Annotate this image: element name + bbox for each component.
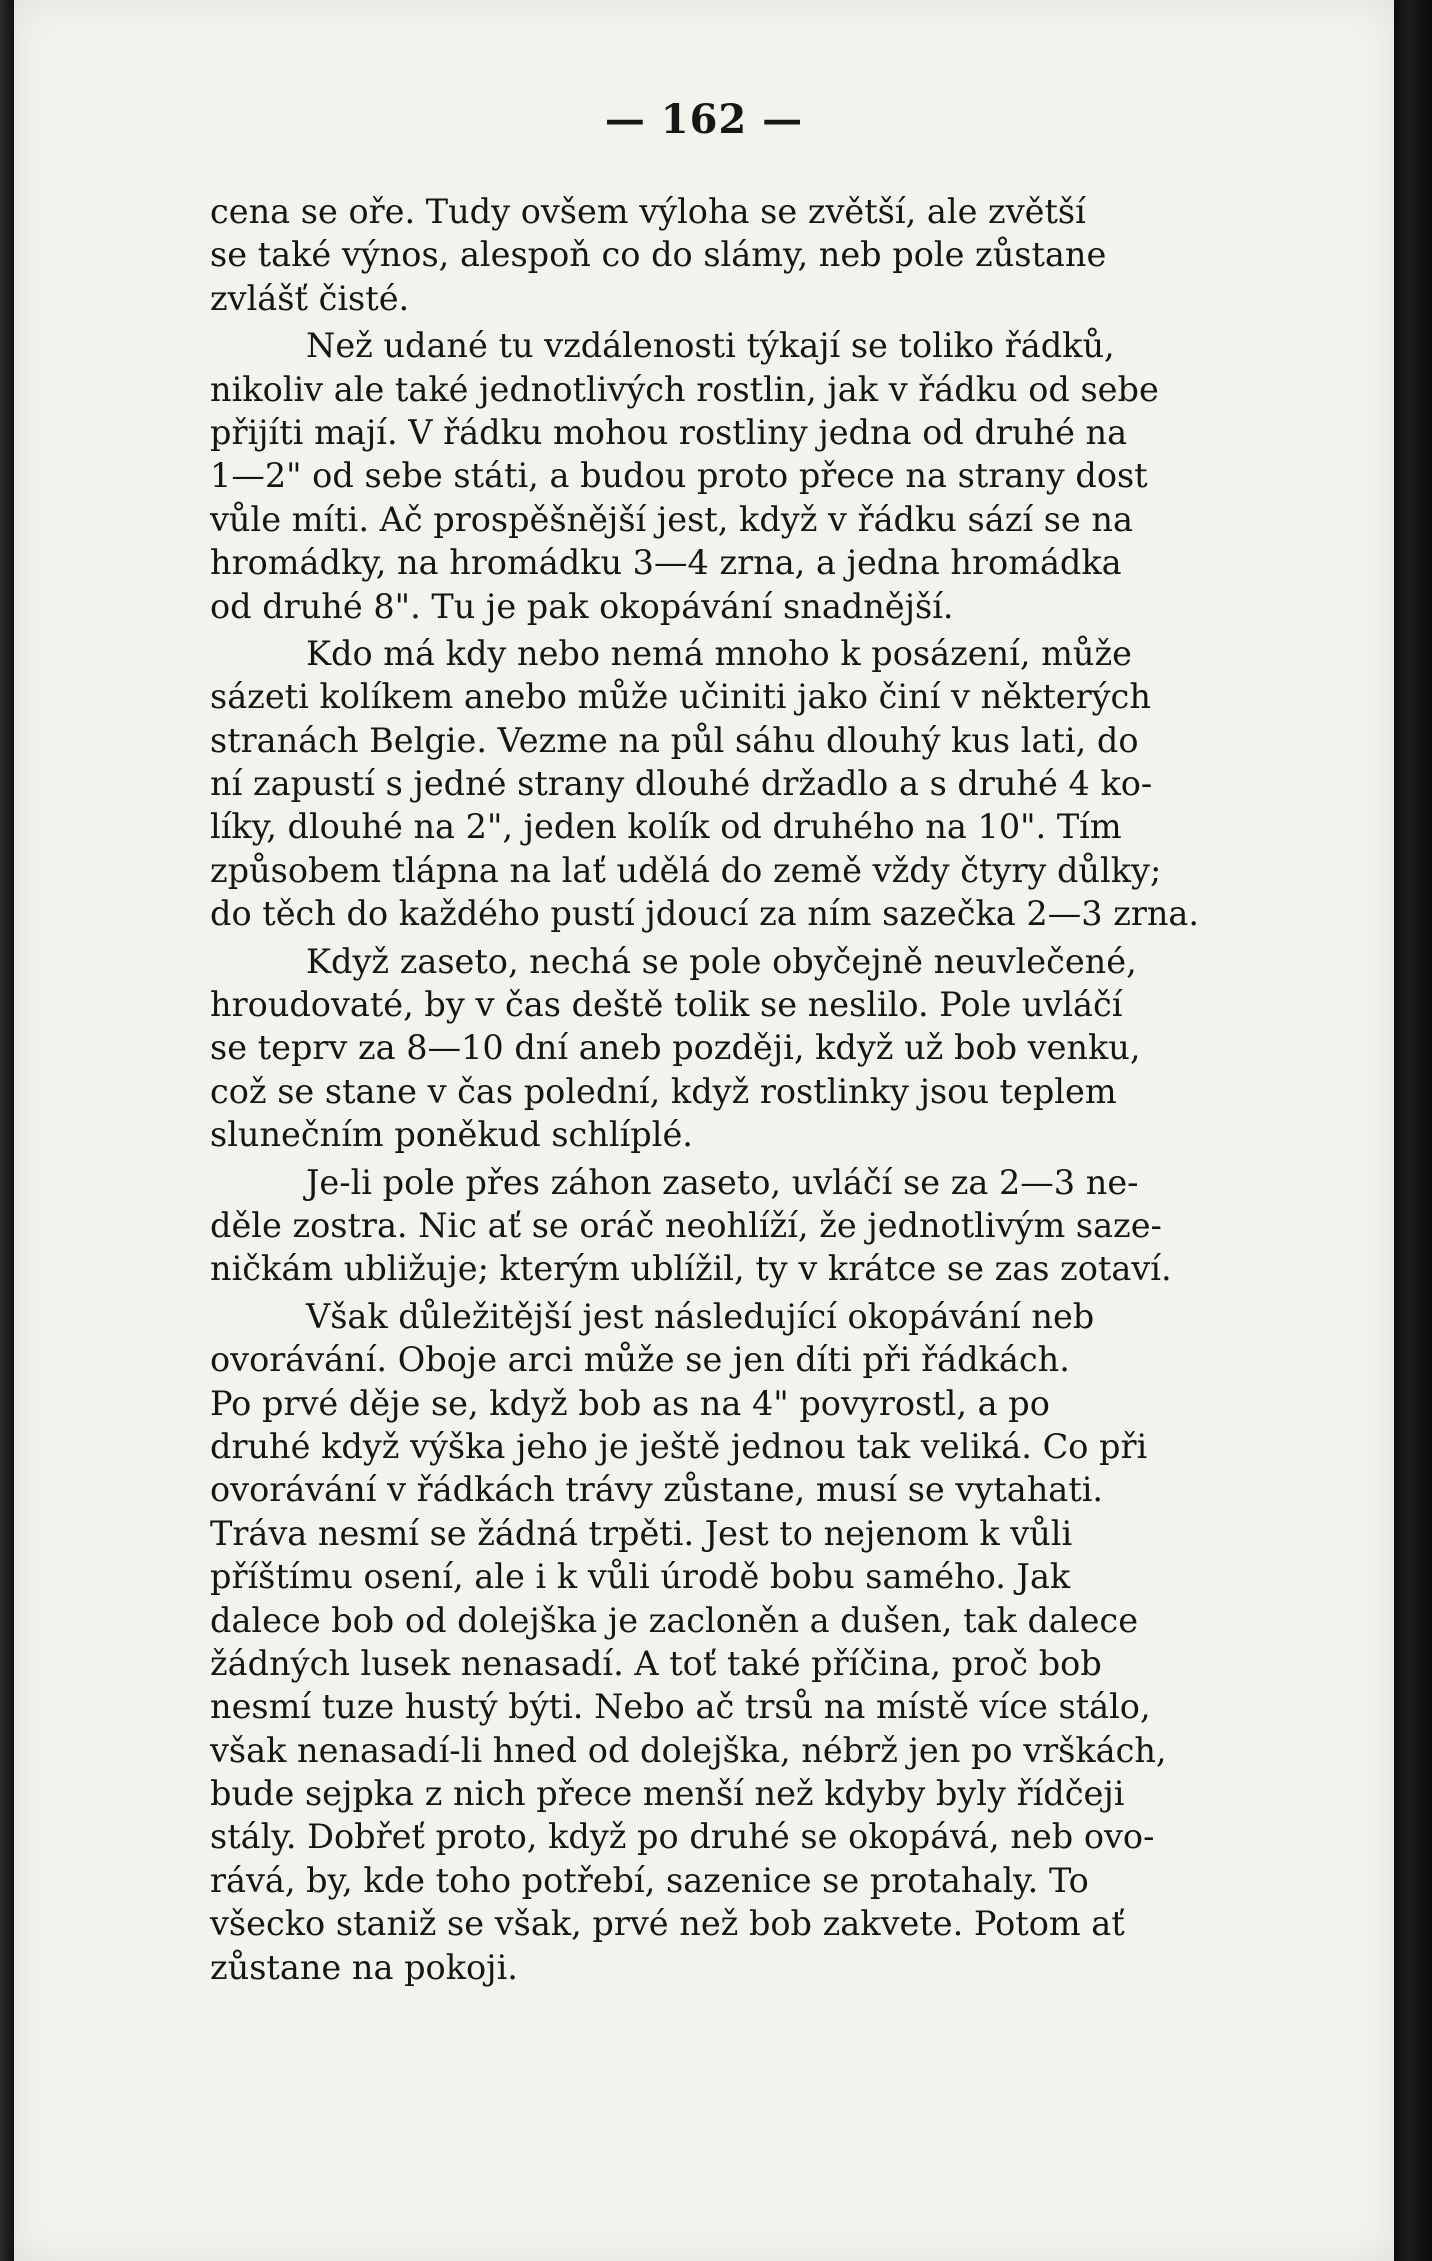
text-line: stranách Belgie. Vezme na půl sáhu dlouhý kus lati, do <box>210 720 1139 760</box>
paragraph <box>210 190 1304 320</box>
text-line: Však důležitější jest následující okopávání neb <box>306 1296 1095 1336</box>
paragraph <box>210 632 1304 936</box>
text-line: Když zaseto, nechá se pole obyčejně neuvlečené, <box>306 941 1137 981</box>
paragraph <box>210 940 1304 1157</box>
text-line: 1—2" od sebe státi, a budou proto přece na strany dost <box>210 456 1148 496</box>
text-line: hroudovaté, by v čas deště tolik se neslilo. Pole uvláčí <box>210 985 1123 1025</box>
text-line: hromádky, na hromádku 3—4 zrna, a jedna hromádka <box>210 543 1122 583</box>
text-line: však nenasadí-li hned od dolejška, nébrž jen po vrškách, <box>210 1730 1167 1770</box>
text-line: do těch do každého pustí jdoucí za ním sazečka 2—3 zrna. <box>210 894 1200 934</box>
paragraph <box>210 1295 1304 1989</box>
text-line: rává, by, kde toho potřebí, sazenice se protahaly. To <box>210 1860 1089 1900</box>
text-line: sázeti kolíkem anebo může učiniti jako činí v některých <box>210 677 1151 717</box>
paragraph <box>210 1161 1304 1291</box>
text-line: dalece bob od dolejška je zacloněn a dušen, tak dalece <box>210 1600 1139 1640</box>
text-line: nikoliv ale také jednotlivých rostlin, jak v řádku od sebe <box>210 369 1159 409</box>
text-line: slunečním poněkud schlíplé. <box>210 1115 693 1155</box>
text-line: od druhé 8". Tu je pak okopávání snadnější. <box>210 586 954 626</box>
text-line: stály. Dobřeť proto, když po druhé se okopává, neb ovo- <box>210 1817 1155 1857</box>
text-line: což se stane v čas polední, když rostlinky jsou teplem <box>210 1071 1117 1111</box>
book-page <box>14 0 1394 2261</box>
text-line: druhé když výška jeho je ještě jednou tak veliká. Co při <box>210 1426 1148 1466</box>
text-line: se teprv za 8—10 dní aneb později, když už bob venku, <box>210 1028 1141 1068</box>
text-line: Tráva nesmí se žádná trpěti. Jest to nejenom k vůli <box>210 1513 1073 1553</box>
paragraph <box>210 324 1304 628</box>
text-line: všecko staniž se však, prvé než bob zakvete. Potom ať <box>210 1904 1125 1944</box>
text-line: líky, dlouhé na 2", jeden kolík od druhého na 10". Tím <box>210 807 1122 847</box>
text-line: se také výnos, alespoň co do slámy, neb pole zůstane <box>210 235 1107 275</box>
text-line: nesmí tuze hustý býti. Nebo ač trsů na místě více stálo, <box>210 1687 1151 1727</box>
page-edge-left <box>0 0 14 2261</box>
text-line: zůstane na pokoji. <box>210 1947 518 1987</box>
text-line: žádných lusek nenasadí. A toť také příčina, proč bob <box>210 1643 1102 1683</box>
text-line: ní zapustí s jedné strany dlouhé držadlo a s druhé 4 ko- <box>210 764 1153 804</box>
text-line: Po prvé děje se, když bob as na 4" povyrostl, a po <box>210 1383 1050 1423</box>
text-line: cena se oře. Tudy ovšem výloha se zvětší, ale zvětší <box>210 192 1086 231</box>
text-line: příštímu osení, ale i k vůli úrodě bobu samého. Jak <box>210 1557 1071 1597</box>
body-text <box>210 190 1304 1989</box>
text-line: děle zostra. Nic ať se oráč neohlíží, že jednotlivým saze- <box>210 1205 1162 1245</box>
text-line: přijíti mají. V řádku mohou rostliny jedna od druhé na <box>210 412 1128 452</box>
text-line: zvlášť čisté. <box>210 278 410 318</box>
text-line: Je-li pole přes záhon zaseto, uvláčí se za 2—3 ne- <box>306 1162 1139 1202</box>
text-line: vůle míti. Ač prospěšnější jest, když v řádku sází se na <box>210 499 1133 539</box>
page-edge-right <box>1394 0 1432 2261</box>
text-line: ničkám ubližuje; kterým ublížil, ty v krátce se zas zotaví. <box>210 1249 1172 1289</box>
text-line: způsobem tlápna na lať udělá do země vždy čtyry důlky; <box>210 850 1162 890</box>
text-line: Kdo má kdy nebo nemá mnoho k posázení, může <box>306 633 1132 673</box>
text-line: Než udané tu vzdálenosti týkají se toliko řádků, <box>306 326 1115 366</box>
text-line: ovorávání. Oboje arci může se jen díti při řádkách. <box>210 1340 1070 1380</box>
text-line: bude sejpka z nich přece menší než kdyby byly řídčeji <box>210 1774 1125 1814</box>
text-line: ovorávání v řádkách trávy zůstane, musí se vytahati. <box>210 1470 1104 1510</box>
page-number: — 162 — <box>604 96 804 143</box>
